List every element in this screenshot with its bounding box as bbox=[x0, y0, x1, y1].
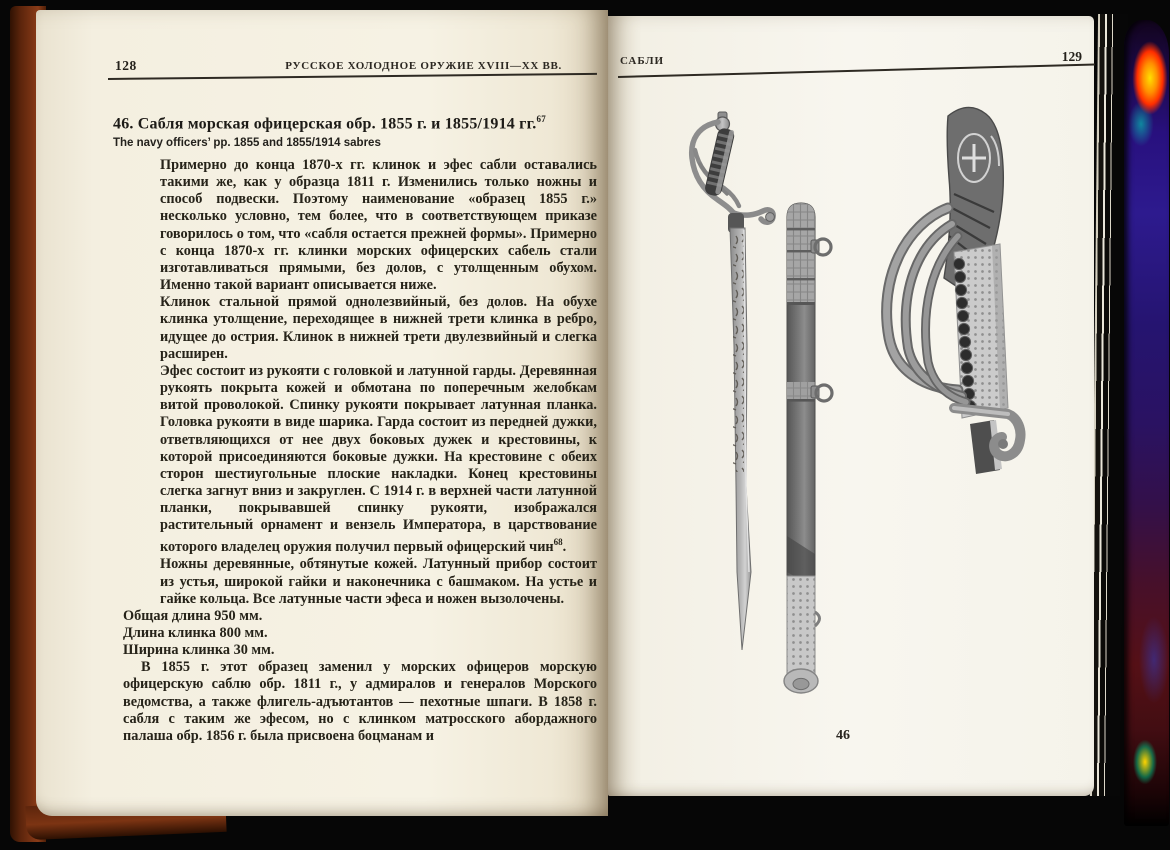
section-title-text: 46. Сабля морская офицерская обр. 1855 г. и 1855/1914 гг. bbox=[113, 115, 537, 133]
hilt-detail-photo bbox=[887, 107, 1021, 474]
body-text bbox=[123, 157, 597, 745]
bookmark-ribbon bbox=[1124, 20, 1169, 826]
paragraph-4: Ножны деревянные, обтянутые кожей. Латунный прибор состоит из устья, широкой гайки и наконечника с башмаком. На устье и гайке кольца. Все латунные части эфеса и ножен вызолочены. bbox=[160, 556, 597, 607]
paragraph-2: Клинок стальной прямой однолезвийный, без долов. На обухе клинка утолщение, переходящее в нижней трети клинка в ребро, идущее до острия. Клинок в нижней трети двулезвийный и слегка расширен. bbox=[160, 294, 597, 362]
running-title-left: РУССКОЕ ХОЛОДНОЕ ОРУЖИЕ XVIII—XX ВВ. bbox=[285, 60, 562, 72]
paragraph-3-tail: . bbox=[562, 539, 567, 556]
dimension-blade-length: Длина клинка 800 мм. bbox=[123, 624, 268, 641]
footnote-ref-68: 68 bbox=[553, 537, 563, 548]
scabbard-photo bbox=[784, 203, 832, 693]
paragraph-1: Примерно до конца 1870-х гг. клинок и эфес сабли оставались такими же, как у образца 1811 г. Изменились только ножны и способ подвески. Поэтому наименование «образец 1855 г.» несколько условно, тем более, что в соответствующем приказе говорилось о том, что «сабля остается прежней формы». Примерно с конца 1870-х гг. клинки морских офицерских сабель стали изготавливаться прямыми, без долов, с утолщенным обухом. Именно такой вариант описывается ниже. bbox=[160, 157, 597, 294]
sabre-photo bbox=[692, 112, 775, 650]
running-title-right: САБЛИ bbox=[620, 55, 665, 67]
page-edges bbox=[1090, 14, 1128, 796]
paragraph-5: В 1855 г. этот образец заменил у морских офицеров морскую офицерскую саблю обр. 1811 г., у адмиралов и генералов Морского ведомства, а также флигель-адъютантов — пехотные шпаги. В 1858 г. сабля с таким же эфесом, но с клинком матросского абордажного палаша обр. 1856 г. была присвоена боцманам и bbox=[123, 659, 597, 744]
paragraph-3-text: Эфес состоит из рукояти с головкой и латунной гарды. Деревянная рукоять покрыта кожей и обмотана по поперечным желобкам витой проволокой. Спинку рукояти покрывает латунная планка. Головка рукояти в виде шарика. Гарда состоит из передней дужки, ответвляющихся от нее двух боковых дужек и крестовины, к которой присоединяются боковые дужки. На крестовине с обеих сторон шестиугольные плоские накладки. Конец крестовины слегка загнут вниз и закруглен. С 1914 г. в верхней части латунной планки, покрывавшей спинку рукояти, изображался растительный орнамент и вензель Императора, в царствование которого владелец оружия получил первый офицерский чин bbox=[160, 362, 597, 556]
footnote-ref-67: 67 bbox=[536, 114, 546, 124]
right-page bbox=[608, 16, 1094, 796]
left-page bbox=[36, 10, 608, 816]
section-subtitle-en: The navy officers’ pp. 1855 and 1855/1914 sabres bbox=[113, 137, 381, 149]
dimension-blade-width: Ширина клинка 30 мм. bbox=[123, 642, 275, 659]
figure-46-photos bbox=[608, 16, 1094, 796]
paragraph-3 bbox=[160, 363, 597, 556]
page-number-left: 128 bbox=[115, 58, 137, 73]
header-rule-left bbox=[108, 73, 597, 80]
page-number-right: 129 bbox=[1061, 49, 1082, 64]
dimension-overall-length: Общая длина 950 мм. bbox=[123, 607, 263, 624]
figure-caption: 46 bbox=[836, 728, 850, 743]
section-title bbox=[113, 114, 601, 133]
